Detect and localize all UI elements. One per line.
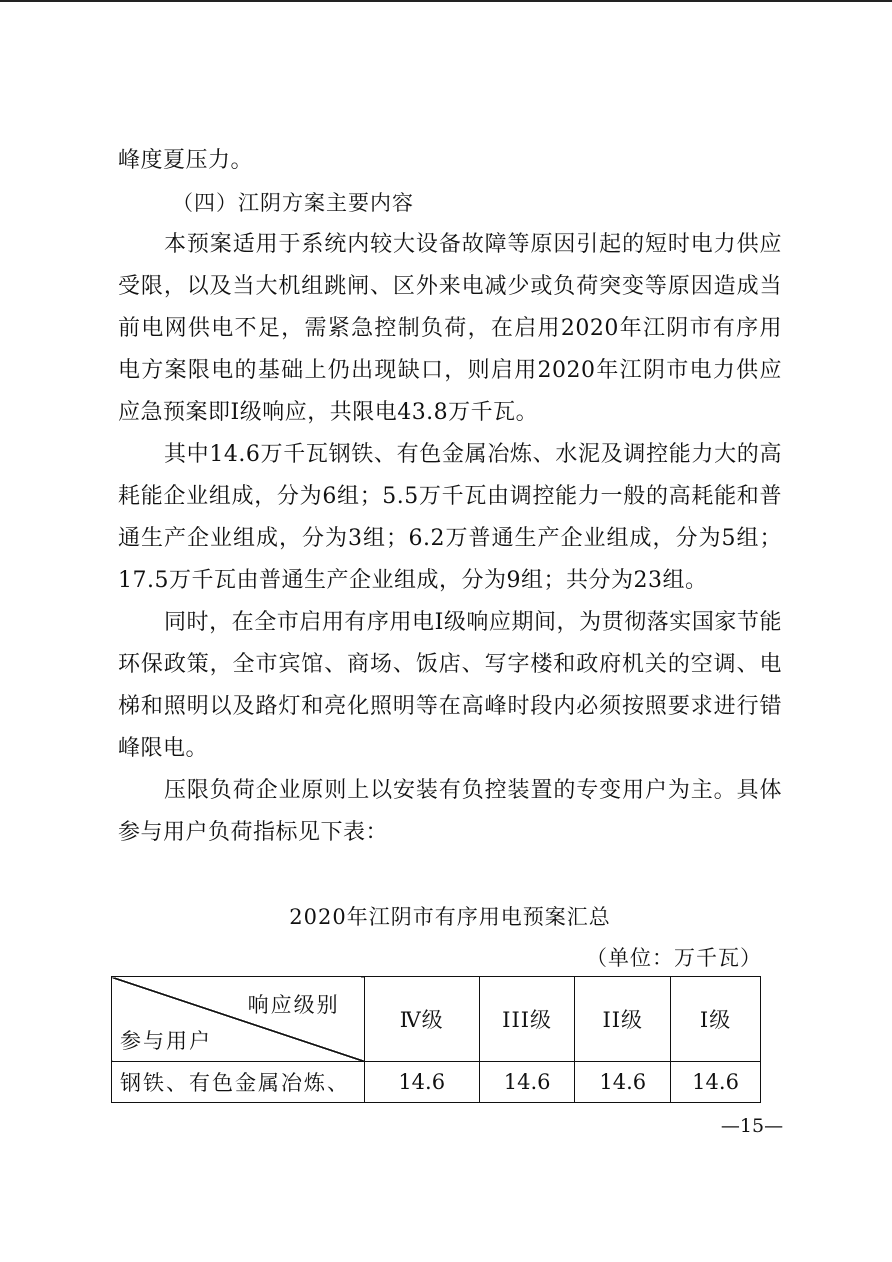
table-header-row — [112, 977, 761, 1062]
table-row — [112, 1062, 761, 1103]
row-value-1: 14.6 — [671, 1062, 761, 1103]
summary-table — [111, 976, 761, 1103]
row-value-4: 14.6 — [364, 1062, 479, 1103]
row-value-3: 14.6 — [479, 1062, 575, 1103]
header-response-level: 响应级别 — [247, 993, 340, 1017]
paragraph-table-intro: 压限负荷企业原则上以安装有负控装置的专变用户为主。具体参与用户负荷指标见下表： — [118, 778, 782, 845]
page-number: —15— — [720, 1115, 784, 1137]
paragraph-peak-shifting: 同时，在全市启用有序用电I级响应期间，为贯彻落实国家节能环保政策，全市宾馆、商场、饭店、写字楼和政府机关的空调、电梯和照明以及路灯和亮化照明等在高峰时段内必须按照要求进行错峰限电。 — [118, 610, 782, 761]
level-header-2: II级 — [575, 977, 671, 1062]
header-participants: 参与用户 — [120, 1029, 212, 1053]
paragraph-continuation: 峰度夏压力。 — [118, 148, 254, 173]
table-corner-cell — [112, 977, 365, 1062]
table-unit: （单位：万千瓦） — [586, 946, 762, 970]
level-header-4: Ⅳ级 — [364, 977, 479, 1062]
row-label: 钢铁、有色金属冶炼、 — [112, 1062, 365, 1103]
row-value-2: 14.6 — [575, 1062, 671, 1103]
level-header-1: I级 — [671, 977, 761, 1062]
level-header-3: III级 — [479, 977, 575, 1062]
section-heading: （四）江阴方案主要内容 — [172, 191, 414, 215]
paragraph-scope: 本预案适用于系统内较大设备故障等原因引起的短时电力供应受限，以及当大机组跳闸、区外来电减少或负荷突变等原因造成当前电网供电不足，需紧急控制负荷，在启用2020年江阴市有序用电方案限电的基础上仍出现缺口，则启用2020年江阴市电力供应应急预案即I级响应，共限电43.8万千瓦。 — [118, 232, 782, 425]
top-rule — [0, 0, 892, 2]
body-text — [118, 140, 782, 854]
paragraph-groups: 其中14.6万千瓦钢铁、有色金属冶炼、水泥及调控能力大的高耗能企业组成，分为6组；5.5万千瓦由调控能力一般的高耗能和普通生产企业组成，分为3组；6.2万普通生产企业组成，分为5组；17.5万千瓦由普通生产企业组成，分为9组；共分为23组。 — [118, 442, 782, 593]
table-title: 2020年江阴市有序用电预案汇总 — [289, 905, 611, 929]
